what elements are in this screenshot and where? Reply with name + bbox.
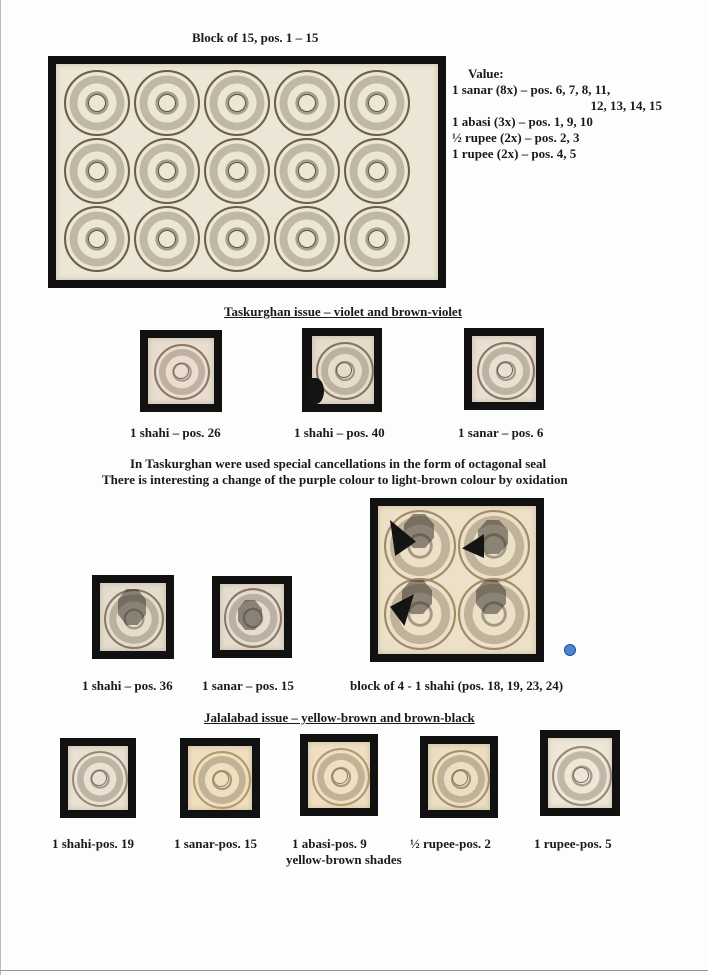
block-stamp-center <box>88 94 106 112</box>
block-stamp-center <box>298 94 316 112</box>
stamp-shahi-40 <box>302 328 382 412</box>
block-stamp <box>204 70 270 136</box>
caption-shahi-26: 1 shahi – pos. 26 <box>130 425 221 440</box>
stamp-jal-abasi-9 <box>300 734 378 816</box>
block-stamp-center <box>158 162 176 180</box>
block-stamp <box>274 138 340 204</box>
block-stamp <box>344 138 410 204</box>
value-line-3: 1 abasi (3x) – pos. 1, 9, 10 <box>452 114 593 129</box>
stamp-sanar-15 <box>212 576 292 658</box>
stamp-shahi-36 <box>92 575 174 659</box>
stamp-jal-rupee-5 <box>540 730 620 816</box>
stamp-sanar-6 <box>464 328 544 410</box>
caption-jal-shahi-19: 1 shahi-pos. 19 <box>52 836 134 851</box>
stamp-jal-shahi-19 <box>60 738 136 818</box>
stamp-jal-sanar-15 <box>180 738 260 818</box>
caption-jal-shades: yellow-brown shades <box>286 852 402 867</box>
caption-sanar-15: 1 sanar – pos. 15 <box>202 678 294 693</box>
page-bottom-edge <box>0 970 708 971</box>
block-stamp <box>204 206 270 272</box>
block-of-15 <box>48 56 446 288</box>
block-of-4-shahi <box>370 498 544 662</box>
jalalabad-heading: Jalalabad issue – yellow-brown and brown-black <box>204 710 475 725</box>
caption-sanar-6: 1 sanar – pos. 6 <box>458 425 544 440</box>
block-title: Block of 15, pos. 1 – 15 <box>192 30 319 45</box>
block-stamp-center <box>368 230 386 248</box>
caption-shahi-40: 1 shahi – pos. 40 <box>294 425 385 440</box>
caption-jal-half-rupee-2: ½ rupee-pos. 2 <box>410 836 491 851</box>
block-stamp-center <box>158 94 176 112</box>
block-stamp <box>274 206 340 272</box>
block-stamp-center <box>298 230 316 248</box>
block-stamp <box>344 206 410 272</box>
stamp-jal-half-rupee-2 <box>420 736 498 818</box>
block-stamp-center <box>88 230 106 248</box>
block-stamp <box>134 206 200 272</box>
block-stamp <box>134 70 200 136</box>
page-left-edge <box>0 0 1 975</box>
value-line-1: 1 sanar (8x) – pos. 6, 7, 8, 11, <box>452 82 611 97</box>
block-stamp <box>64 138 130 204</box>
value-heading: Value: <box>468 66 504 81</box>
block-stamp <box>344 70 410 136</box>
block-stamp-center <box>228 94 246 112</box>
caption-jal-abasi-9: 1 abasi-pos. 9 <box>292 836 367 851</box>
value-line-5: 1 rupee (2x) – pos. 4, 5 <box>452 146 577 161</box>
block-stamp-center <box>368 94 386 112</box>
block-stamp <box>274 70 340 136</box>
block-stamp-center <box>88 162 106 180</box>
value-line-4: ½ rupee (2x) – pos. 2, 3 <box>452 130 580 145</box>
caption-shahi-36: 1 shahi – pos. 36 <box>82 678 173 693</box>
taskurghan-heading: Taskurghan issue – violet and brown-violet <box>224 304 463 319</box>
stamp-shahi-26 <box>140 330 222 412</box>
block-stamp <box>204 138 270 204</box>
blue-dot-marker <box>564 644 576 656</box>
block-stamp <box>134 138 200 204</box>
taskurghan-note-2: There is interesting a change of the purple colour to light-brown colour by oxidation <box>102 472 568 487</box>
block-stamp <box>64 206 130 272</box>
taskurghan-note-1: In Taskurghan were used special cancellations in the form of octagonal seal <box>130 456 547 471</box>
caption-block-of-4: block of 4 - 1 shahi (pos. 18, 19, 23, 24) <box>350 678 564 693</box>
block-stamp-center <box>158 230 176 248</box>
value-line-2: 12, 13, 14, 15 <box>590 98 662 113</box>
block-stamp-center <box>298 162 316 180</box>
block-stamp-center <box>228 230 246 248</box>
caption-jal-rupee-5: 1 rupee-pos. 5 <box>534 836 612 851</box>
block-stamp-center <box>368 162 386 180</box>
caption-jal-sanar-15: 1 sanar-pos. 15 <box>174 836 257 851</box>
value-legend <box>452 66 692 162</box>
block-stamp-center <box>228 162 246 180</box>
block-stamp <box>64 70 130 136</box>
